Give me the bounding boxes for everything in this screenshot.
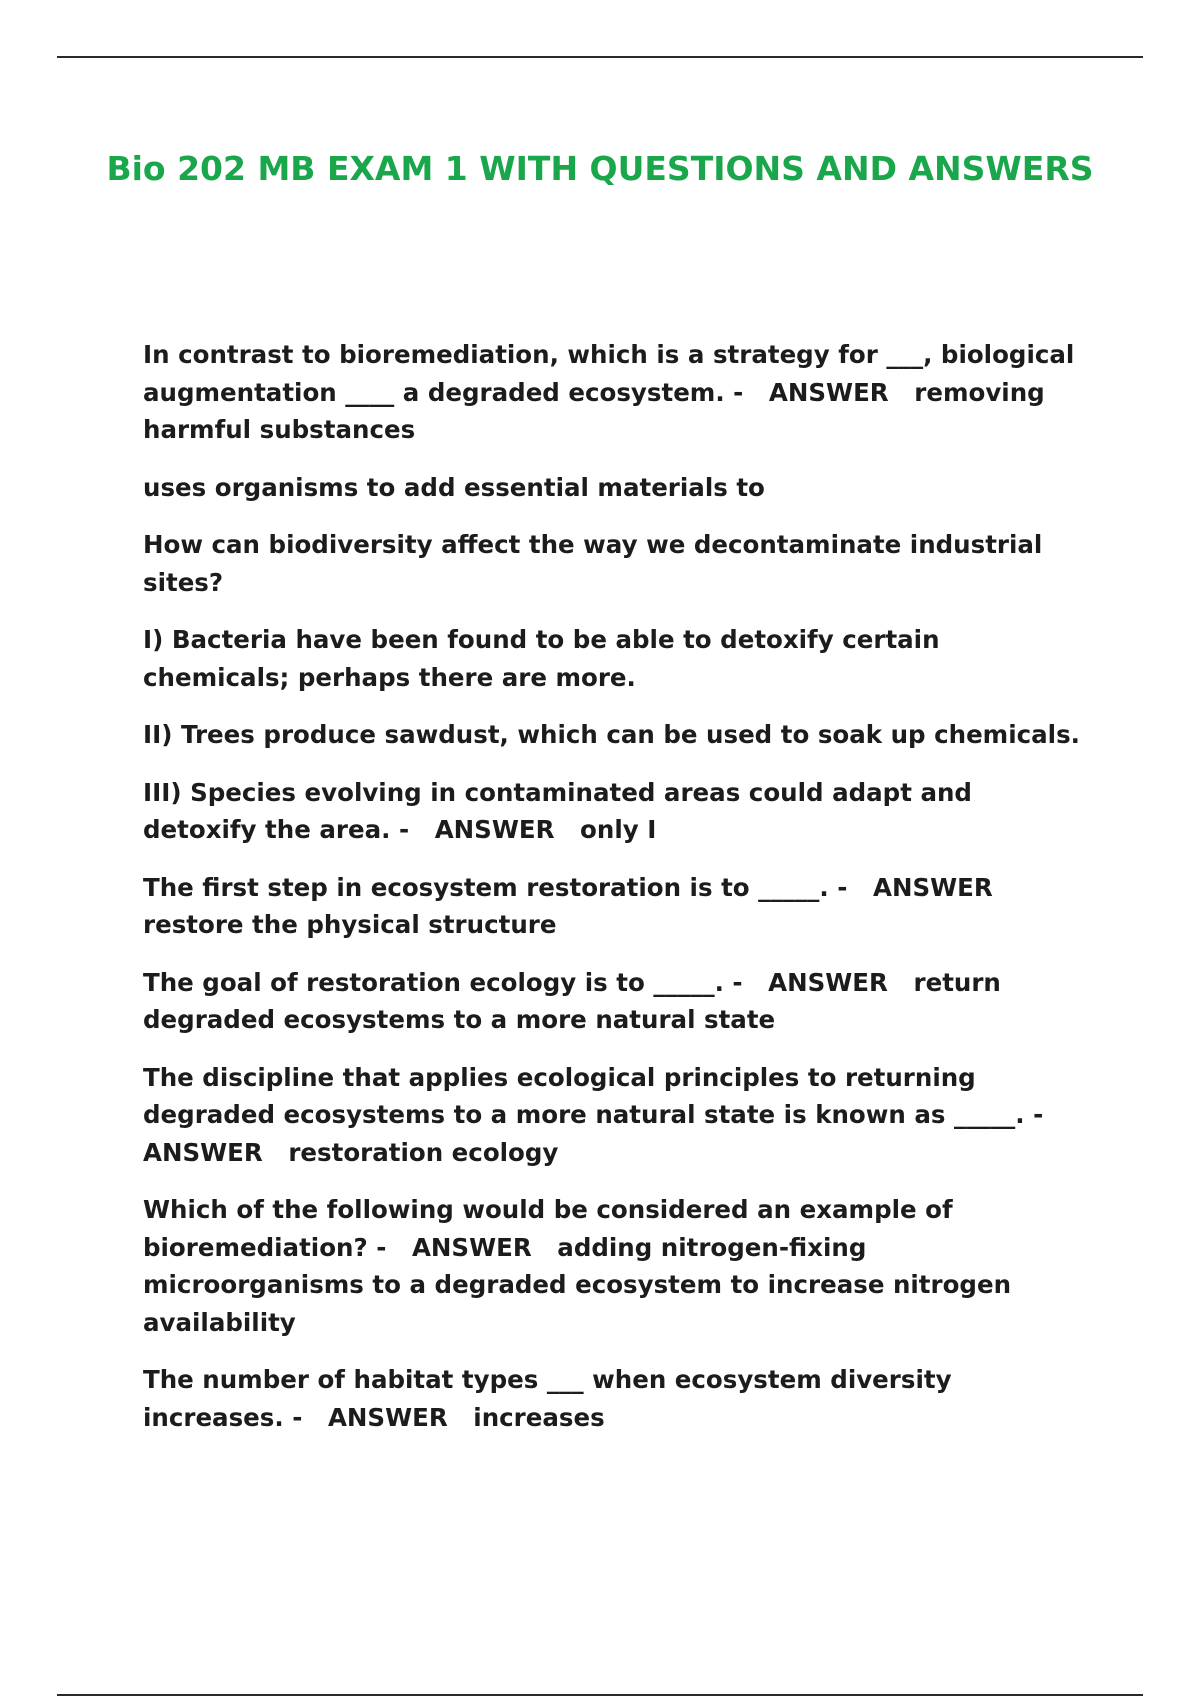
qa-paragraph-5: II) Trees produce sawdust, which can be used to soak up chemicals. <box>143 720 1080 749</box>
qa-paragraph-6: III) Species evolving in contaminated areas could adapt and detoxify the area. - ANSWER only I <box>143 777 981 844</box>
qa-paragraph-10: Which of the following would be considered an example of bioremediation? - ANSWER adding nitrogen-fixing microorganisms to a degraded ecosystem to increase nitrogen availability <box>143 1195 1020 1337</box>
qa-paragraph-3: How can biodiversity affect the way we decontaminate industrial sites? <box>143 530 1051 597</box>
qa-paragraph-9: The discipline that applies ecological principles to returning degraded ecosystems to a more natural state is known as _____. - ANSWER restoration ecology <box>143 1062 1069 1167</box>
document-title: Bio 202 MB EXAM 1 WITH QUESTIONS AND ANSWERS <box>106 149 1094 188</box>
qa-paragraph-7: The first step in ecosystem restoration is to _____. - ANSWER restore the physical structure <box>143 872 1019 939</box>
qa-paragraph-11: The number of habitat types ___ when ecosystem diversity increases. - ANSWER increases <box>143 1365 961 1432</box>
document-body <box>143 336 1093 1456</box>
top-rule <box>57 56 1143 58</box>
qa-paragraph-4: I) Bacteria have been found to be able to detoxify certain chemicals; perhaps there are more. <box>143 625 949 692</box>
qa-paragraph-2: uses organisms to add essential materials to <box>143 472 765 502</box>
qa-paragraph-1: In contrast to bioremediation, which is a strategy for ___, biological augmentation ____ a degraded ecosystem. - ANSWER removing harmful substances <box>143 340 1083 444</box>
qa-paragraph-8: The goal of restoration ecology is to _____. - ANSWER return degraded ecosystems to a more natural state <box>143 967 1010 1034</box>
bottom-rule <box>57 1694 1143 1696</box>
